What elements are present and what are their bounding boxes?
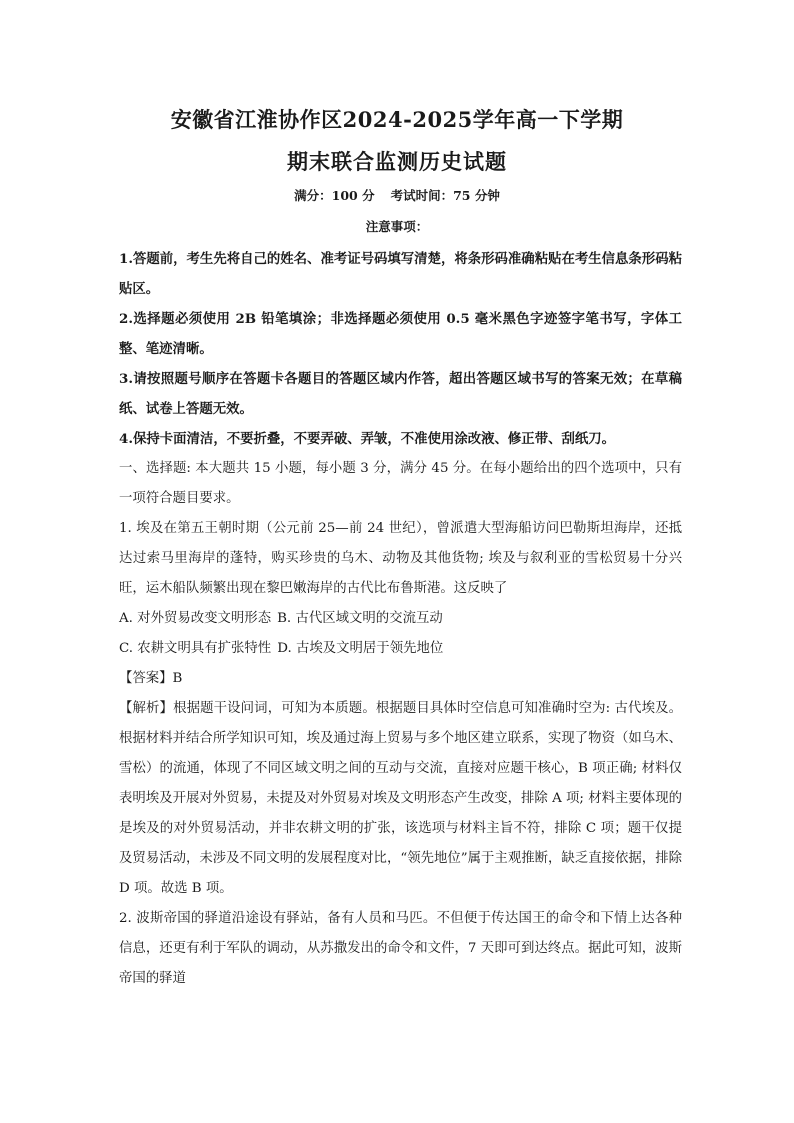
question-2-stem: 2. 波斯帝国的驿道沿途设有驿站，备有人员和马匹。不但便于传达国王的命令和下情上达各种信息，还更有利于军队的调动，从苏撒发出的命令和文件，7 天即可到达终点。据此可知，波斯帝国的驿道 [119, 911, 682, 986]
section-intro: 一、选择题: 本大题共 15 小题，每小题 3 分，满分 45 分。在每小题给出的四个选项中，只有一项符合题目要求。 [119, 461, 682, 506]
notice-item-4: 4.保持卡面清洁，不要折叠，不要弄破、弄皱，不准使用涂改液、修正带、刮纸刀。 [119, 431, 616, 447]
analysis-text: 根据题干设问词，可知为本质题。根据题目具体时空信息可知准确时空为: 古代埃及。根据材料并结合所学知识可知，埃及通过海上贸易与多个地区建立联系，实现了物资（如乌木、雪松）的流通，体现了不同区域文明之间的互动与交流，直接对应题干核心，B 项正确; 材料仅表明埃及开展对外贸易，未提及对外贸易对埃及文明形态产生改变，排除 A 项; 材料主要体现的是埃及的对外贸易活动，并非农耕文明的扩张，该选项与材料主旨不符，排除 C 项；题干仅提及贸易活动，未涉及不同文明的发展程度对比，“领先地位”属于主观推断，缺乏直接依据，排除 D 项。故选 B 项。 [119, 701, 683, 896]
question-1-answer: 【答案】B [119, 671, 183, 686]
full-score: 满分：100 分 [294, 188, 375, 203]
exam-body [119, 244, 682, 994]
exam-time: 考试时间：75 分钟 [390, 188, 500, 203]
notice-item-1: 1.答题前，考生先将自己的姓名、准考证号码填写清楚，将条形码准确粘贴在考生信息条形码粘贴区。 [119, 251, 682, 297]
question-1-stem: 1. 埃及在第五王朝时期（公元前 25—前 24 世纪），曾派遣大型海船访问巴勒斯坦海岸，还抵达过索马里海岸的蓬特，购买珍贵的乌木、动物及其他货物; 埃及与叙利亚的雪松贸易十分兴旺，运木船队频繁出现在黎巴嫩海岸的古代比布鲁斯港。这反映了 [119, 521, 682, 596]
option-d: D. 古埃及文明居于领先地位 [277, 641, 444, 656]
notice-heading: 注意事项： [365, 219, 429, 234]
question-1-analysis [119, 694, 682, 904]
option-c: C. 农耕文明具有扩张特性 [119, 641, 272, 656]
notice-item-3: 3.请按照题号顺序在答题卡各题目的答题区域内作答，超出答题区域书写的答案无效；在草稿纸、试卷上答题无效。 [119, 371, 682, 417]
notice-item-2: 2.选择题必须使用 2B 铅笔填涂；非选择题必须使用 0.5 毫米黑色字迹签字笔书写，字体工整、笔迹清晰。 [119, 311, 682, 357]
question-1-options-cd [119, 634, 682, 664]
exam-title: 安徽省江淮协作区2024-2025学年高一下学期 [170, 107, 624, 132]
question-1-options-ab [119, 604, 682, 634]
option-b: B. 古代区域文明的交流互动 [277, 611, 443, 626]
analysis-label: 【解析】 [119, 701, 174, 716]
exam-meta [0, 186, 794, 204]
exam-subtitle: 期末联合监测历史试题 [287, 149, 507, 174]
option-a: A. 对外贸易改变文明形态 [119, 611, 272, 626]
